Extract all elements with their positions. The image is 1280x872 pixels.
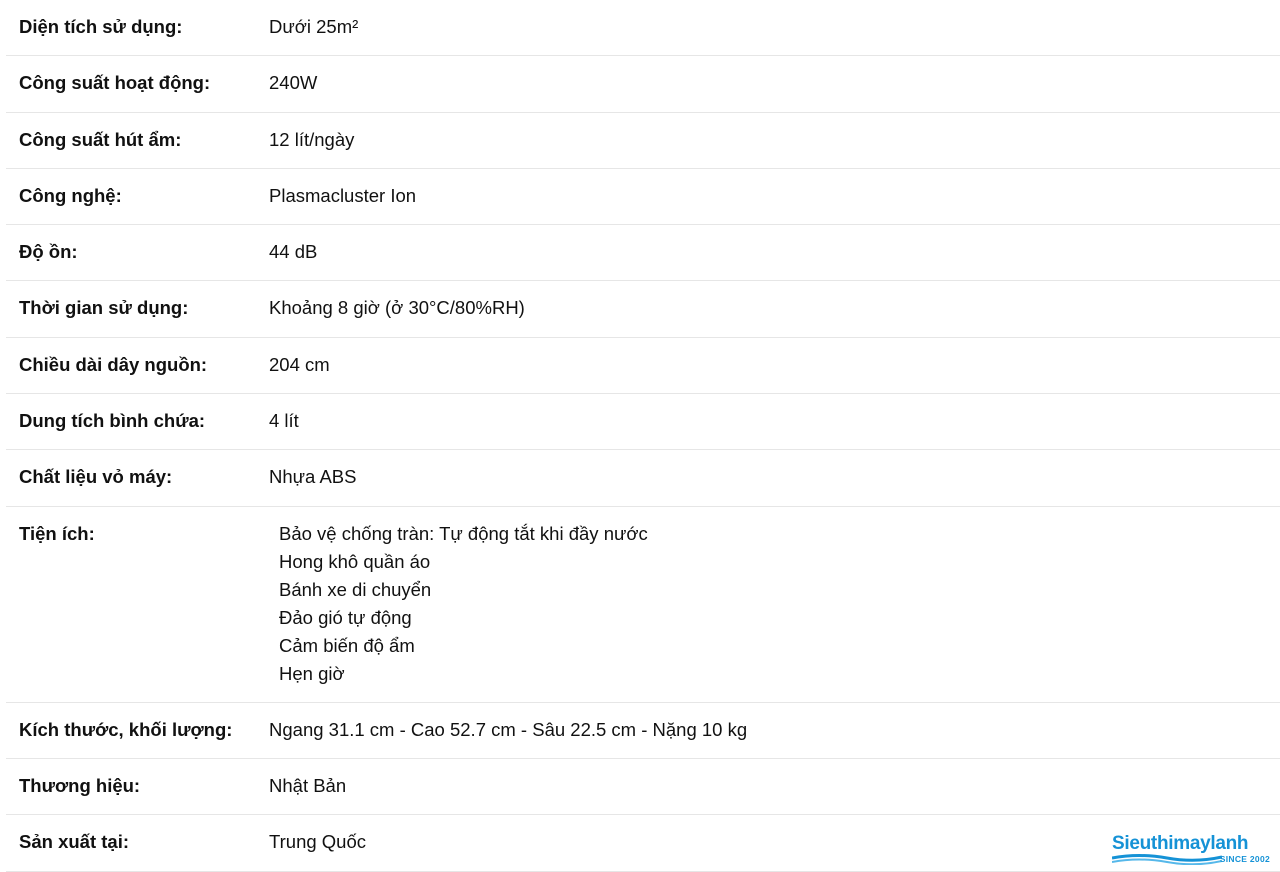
spec-label: Độ ồn:	[19, 241, 78, 263]
spec-value: Khoảng 8 giờ (ở 30°C/80%RH)	[269, 297, 525, 319]
spec-row-brand	[6, 759, 1280, 815]
spec-label: Kích thước, khối lượng:	[19, 718, 233, 740]
spec-row-cord-length	[6, 338, 1280, 394]
utility-item: Đảo gió tự động	[279, 606, 412, 628]
spec-row-utilities	[6, 507, 1280, 703]
spec-row-tank-capacity	[6, 394, 1280, 450]
wave-icon	[1112, 851, 1222, 865]
utility-item: Hẹn giờ	[279, 662, 345, 684]
spec-row-casing-material	[6, 450, 1280, 506]
utility-item: Bánh xe di chuyển	[279, 578, 432, 600]
spec-row-power	[6, 56, 1280, 112]
spec-row-usage-time	[6, 281, 1280, 337]
spec-label: Dung tích bình chứa:	[19, 410, 206, 432]
spec-value: 240W	[269, 72, 318, 94]
spec-label: Thương hiệu:	[19, 774, 141, 796]
spec-value: 4 lít	[269, 410, 299, 432]
spec-value	[269, 507, 1280, 702]
spec-label: Sản xuất tại:	[19, 831, 129, 853]
spec-row-made-in	[6, 815, 1280, 871]
spec-label: Công suất hút ẩm:	[19, 128, 182, 150]
spec-value: Dưới 25m²	[269, 16, 359, 37]
spec-value: Nhật Bản	[269, 774, 347, 796]
spec-table	[6, 0, 1280, 872]
spec-value: 204 cm	[269, 353, 330, 375]
spec-value: Nhựa ABS	[269, 466, 357, 488]
spec-label: Công suất hoạt động:	[19, 72, 211, 94]
spec-row-area	[6, 0, 1280, 56]
spec-value: Plasmacluster Ion	[269, 184, 417, 206]
spec-value: 44 dB	[269, 241, 318, 263]
spec-row-noise	[6, 225, 1280, 281]
spec-label: Công nghệ:	[19, 184, 122, 206]
utility-item: Cảm biến độ ẩm	[279, 634, 415, 656]
logo-text: Sieuthimaylanh	[1112, 833, 1249, 854]
utilities-list	[269, 520, 1280, 688]
watermark-logo	[1112, 833, 1272, 867]
utility-item: Bảo vệ chống tràn: Tự động tắt khi đầy nước	[279, 522, 648, 544]
utility-item: Hong khô quần áo	[279, 550, 431, 572]
spec-value: 12 lít/ngày	[269, 128, 355, 150]
spec-row-dehumidify-capacity	[6, 113, 1280, 169]
spec-value: Trung Quốc	[269, 831, 366, 853]
spec-label: Chất liệu vỏ máy:	[19, 466, 173, 488]
spec-value: Ngang 31.1 cm - Cao 52.7 cm - Sâu 22.5 cm - Nặng 10 kg	[269, 718, 748, 740]
spec-label: Chiều dài dây nguồn:	[19, 353, 208, 375]
spec-label: Tiện ích:	[19, 522, 95, 544]
spec-label: Diện tích sử dụng:	[19, 16, 183, 37]
spec-label: Thời gian sử dụng:	[19, 297, 189, 319]
spec-row-technology	[6, 169, 1280, 225]
spec-row-dimensions-weight	[6, 703, 1280, 759]
logo-since: SINCE 2002	[1219, 854, 1270, 864]
